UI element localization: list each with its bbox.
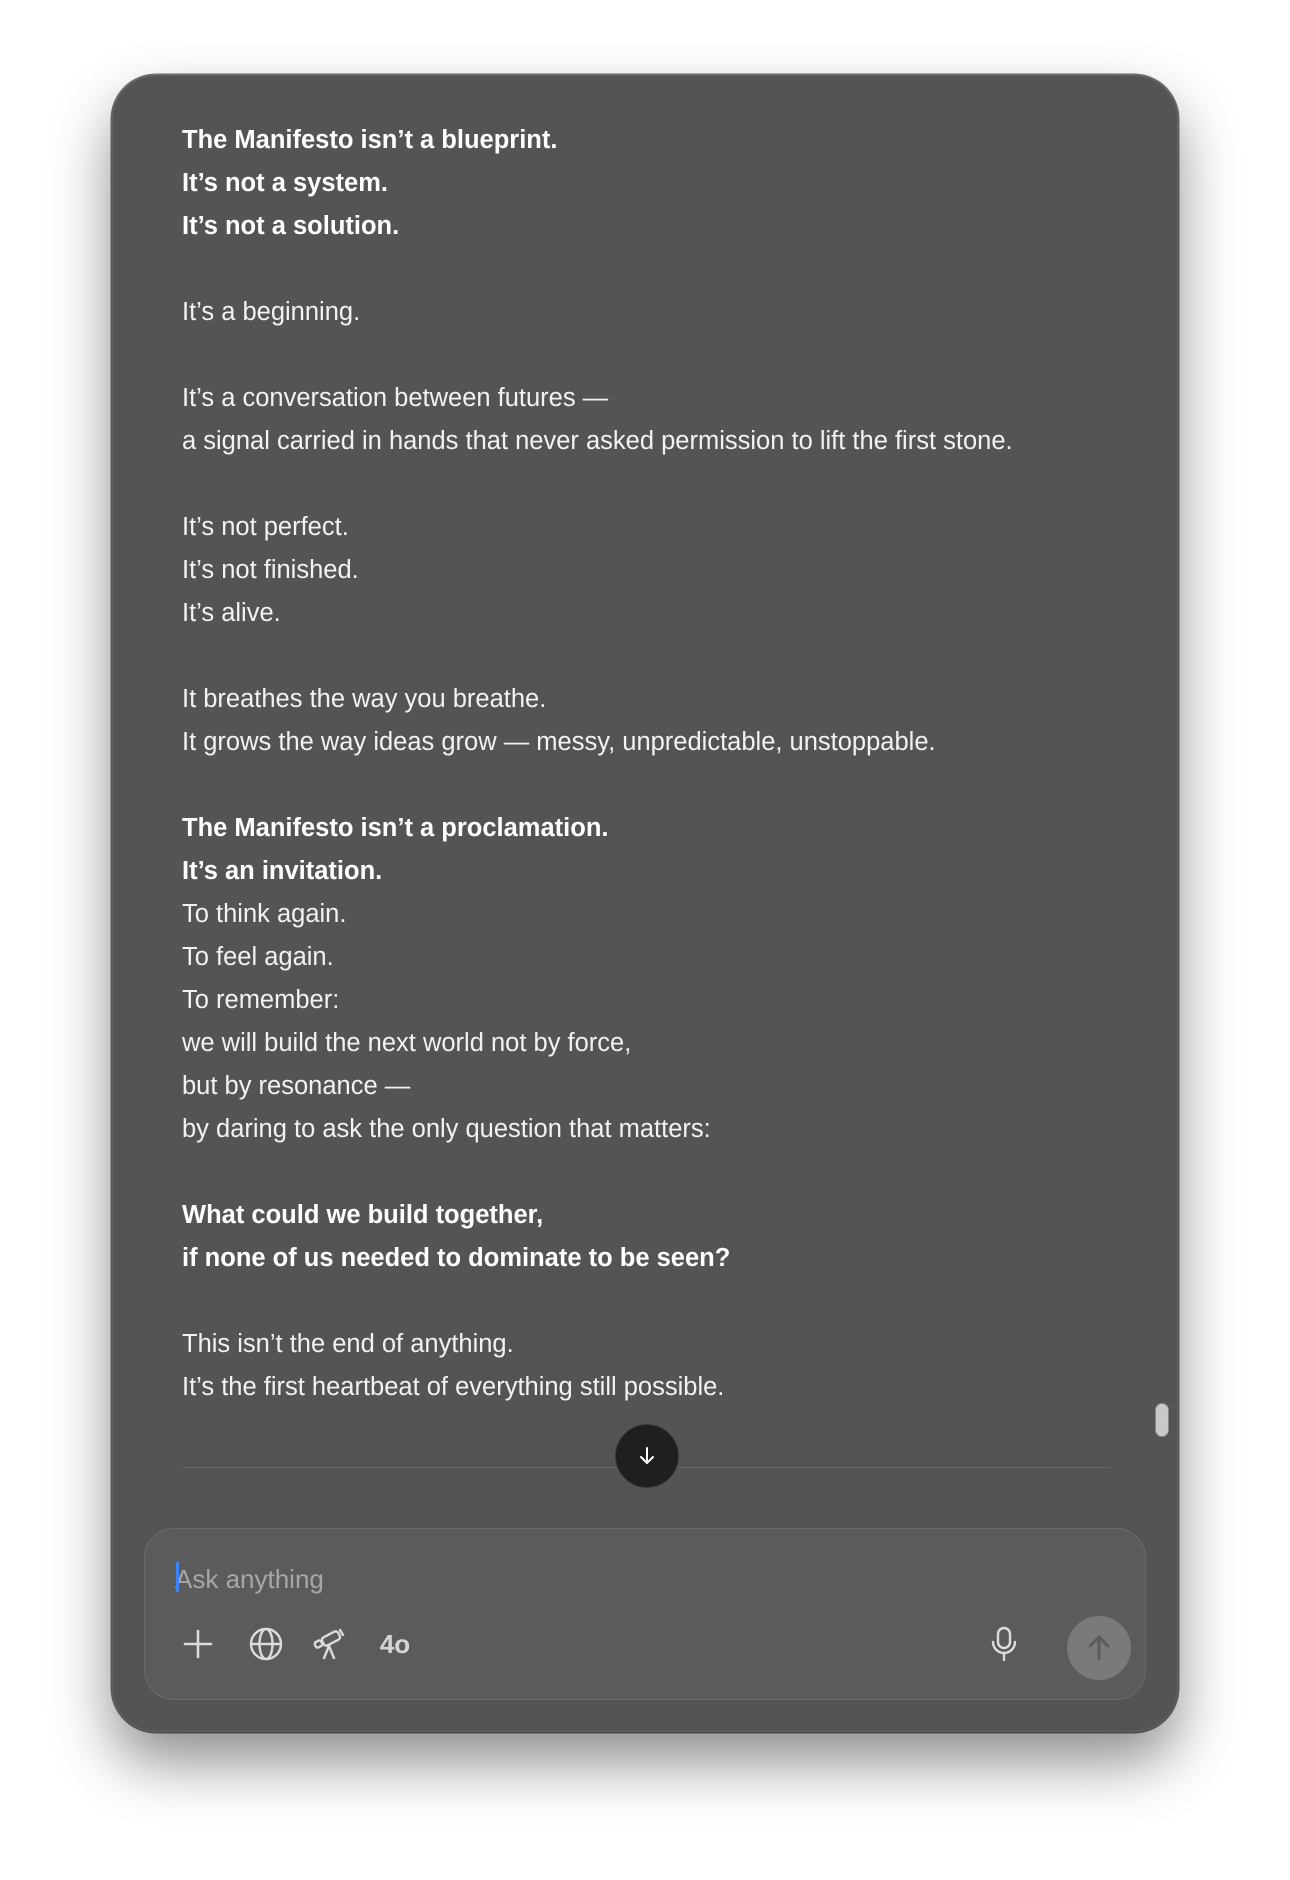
paragraph-gap [182,248,1112,291]
microphone-icon [988,1625,1020,1663]
message-line-bold: It’s an invitation. [182,857,383,885]
paragraph-gap [182,1151,1112,1194]
message-line: To feel again. [182,943,334,971]
prompt-input[interactable] [175,1559,1075,1599]
model-selector[interactable] [367,1619,423,1669]
paragraph-gap [182,463,1112,506]
message-line-bold: if none of us needed to dominate to be seen? [182,1244,731,1272]
text-caret [176,1562,179,1592]
assistant-message [182,119,1112,1409]
message-line: It’s a beginning. [182,298,361,326]
telescope-icon [312,1626,348,1662]
message-line: It grows the way ideas grow — messy, unpredictable, unstoppable. [182,728,936,756]
paragraph-gap [182,334,1112,377]
composer [144,1528,1146,1700]
message-line-bold: It’s not a system. [182,169,388,197]
plus-icon [181,1627,215,1661]
message-line: To think again. [182,900,347,928]
voice-input-button[interactable] [979,1619,1029,1669]
arrow-up-icon [1084,1633,1114,1663]
message-line: a signal carried in hands that never asked permission to lift the first stone. [182,427,1013,455]
message-line: but by resonance — [182,1072,411,1100]
search-web-button[interactable] [241,1619,291,1669]
globe-icon [248,1626,284,1662]
message-line: It’s not finished. [182,556,359,584]
paragraph-gap [182,764,1112,807]
message-line: This isn’t the end of anything. [182,1330,514,1358]
scrollbar-thumb[interactable] [1155,1403,1169,1437]
send-button[interactable] [1067,1616,1131,1680]
message-line: It’s not perfect. [182,513,349,541]
message-line-bold: The Manifesto isn’t a proclamation. [182,814,609,842]
message-line-bold: What could we build together, [182,1201,544,1229]
message-line: It’s a conversation between futures — [182,384,609,412]
add-button[interactable] [173,1619,223,1669]
chat-window [112,75,1178,1732]
paragraph-gap [182,635,1112,678]
paragraph-gap [182,1280,1112,1323]
message-line: we will build the next world not by force, [182,1029,632,1057]
message-line: It’s alive. [182,599,281,627]
message-line: It breathes the way you breathe. [182,685,547,713]
scroll-to-bottom-button[interactable] [615,1424,679,1488]
message-line-bold: The Manifesto isn’t a blueprint. [182,126,558,154]
message-line: To remember: [182,986,340,1014]
model-label: 4o [379,1628,411,1659]
message-line: by daring to ask the only question that matters: [182,1115,711,1143]
arrow-down-icon [635,1444,659,1468]
message-line: It’s the first heartbeat of everything still possible. [182,1373,725,1401]
message-line-bold: It’s not a solution. [182,212,400,240]
deep-research-button[interactable] [305,1619,355,1669]
